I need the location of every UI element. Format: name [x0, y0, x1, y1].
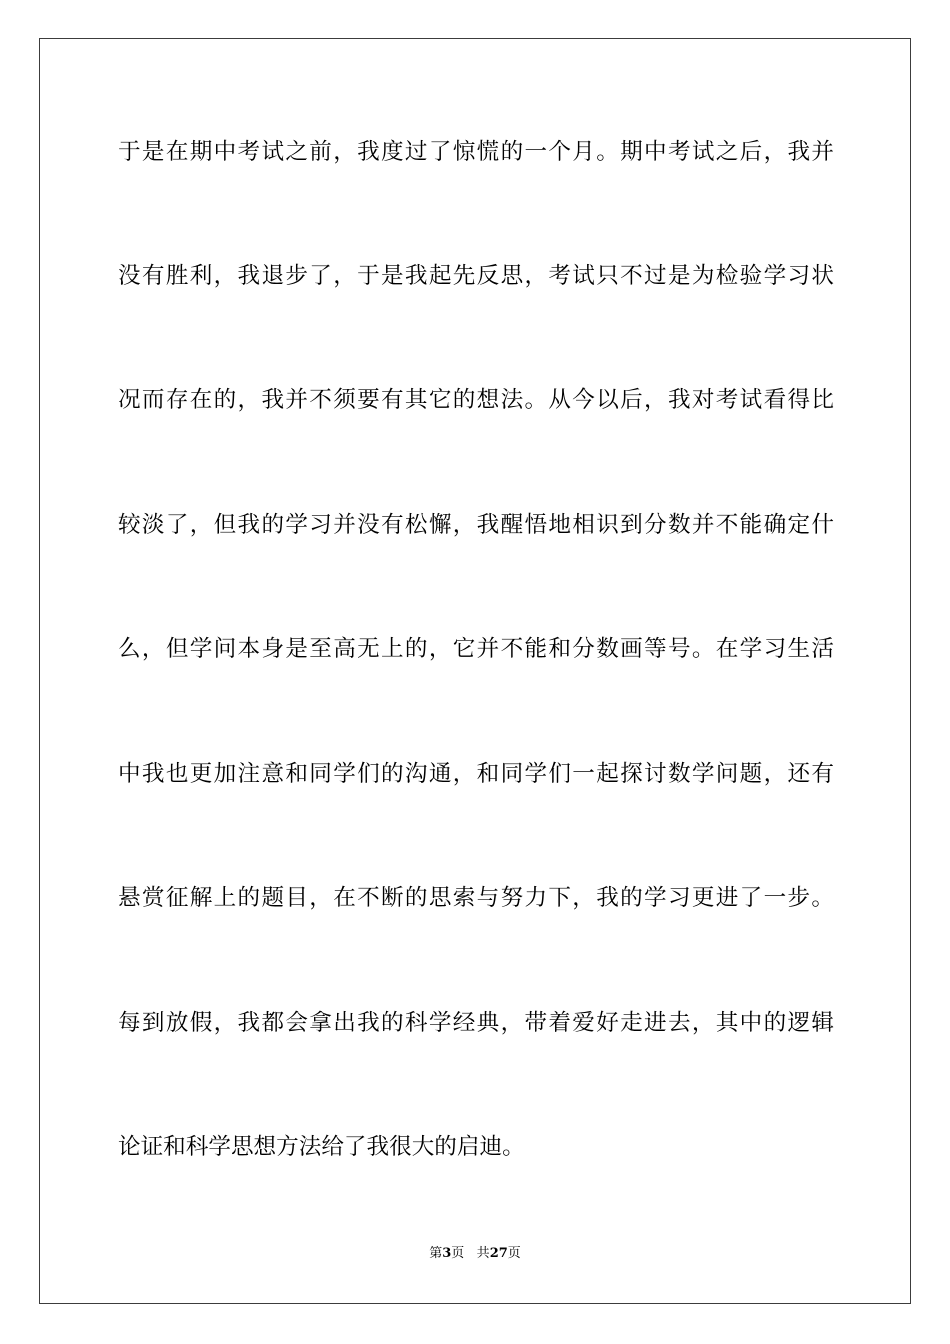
- paragraph-line: 每到放假，我都会拿出我的科学经典，带着爱好走进去，其中的逻辑: [118, 1010, 834, 1036]
- total-prefix: 共: [476, 1246, 490, 1261]
- paragraph-line: 没有胜利，我退步了，于是我起先反思，考试只不过是为检验学习状: [118, 263, 834, 289]
- page-suffix: 页: [451, 1246, 465, 1261]
- paragraph-line: 况而存在的，我并不须要有其它的想法。从今以后，我对考试看得比: [118, 387, 834, 413]
- total-suffix: 页: [507, 1246, 521, 1261]
- page-footer: [0, 1245, 950, 1263]
- paragraph-line: 么，但学问本身是至高无上的，它并不能和分数画等号。在学习生活: [118, 636, 834, 662]
- paragraph-line: 中我也更加注意和同学们的沟通，和同学们一起探讨数学问题，还有: [118, 761, 834, 787]
- total-pages: 27: [489, 1246, 508, 1261]
- paragraph-line: 悬赏征解上的题目，在不断的思索与努力下，我的学习更进了一步。: [118, 885, 834, 911]
- page-prefix: 第: [429, 1246, 443, 1261]
- paragraph-line: 论证和科学思想方法给了我很大的启迪。: [118, 1134, 525, 1160]
- page-number: 3: [442, 1246, 452, 1261]
- page-border: [39, 38, 911, 1304]
- paragraph-line: 较淡了，但我的学习并没有松懈，我醒悟地相识到分数并不能确定什: [118, 512, 834, 538]
- paragraph-line: 于是在期中考试之前，我度过了惊慌的一个月。期中考试之后，我并: [118, 139, 834, 165]
